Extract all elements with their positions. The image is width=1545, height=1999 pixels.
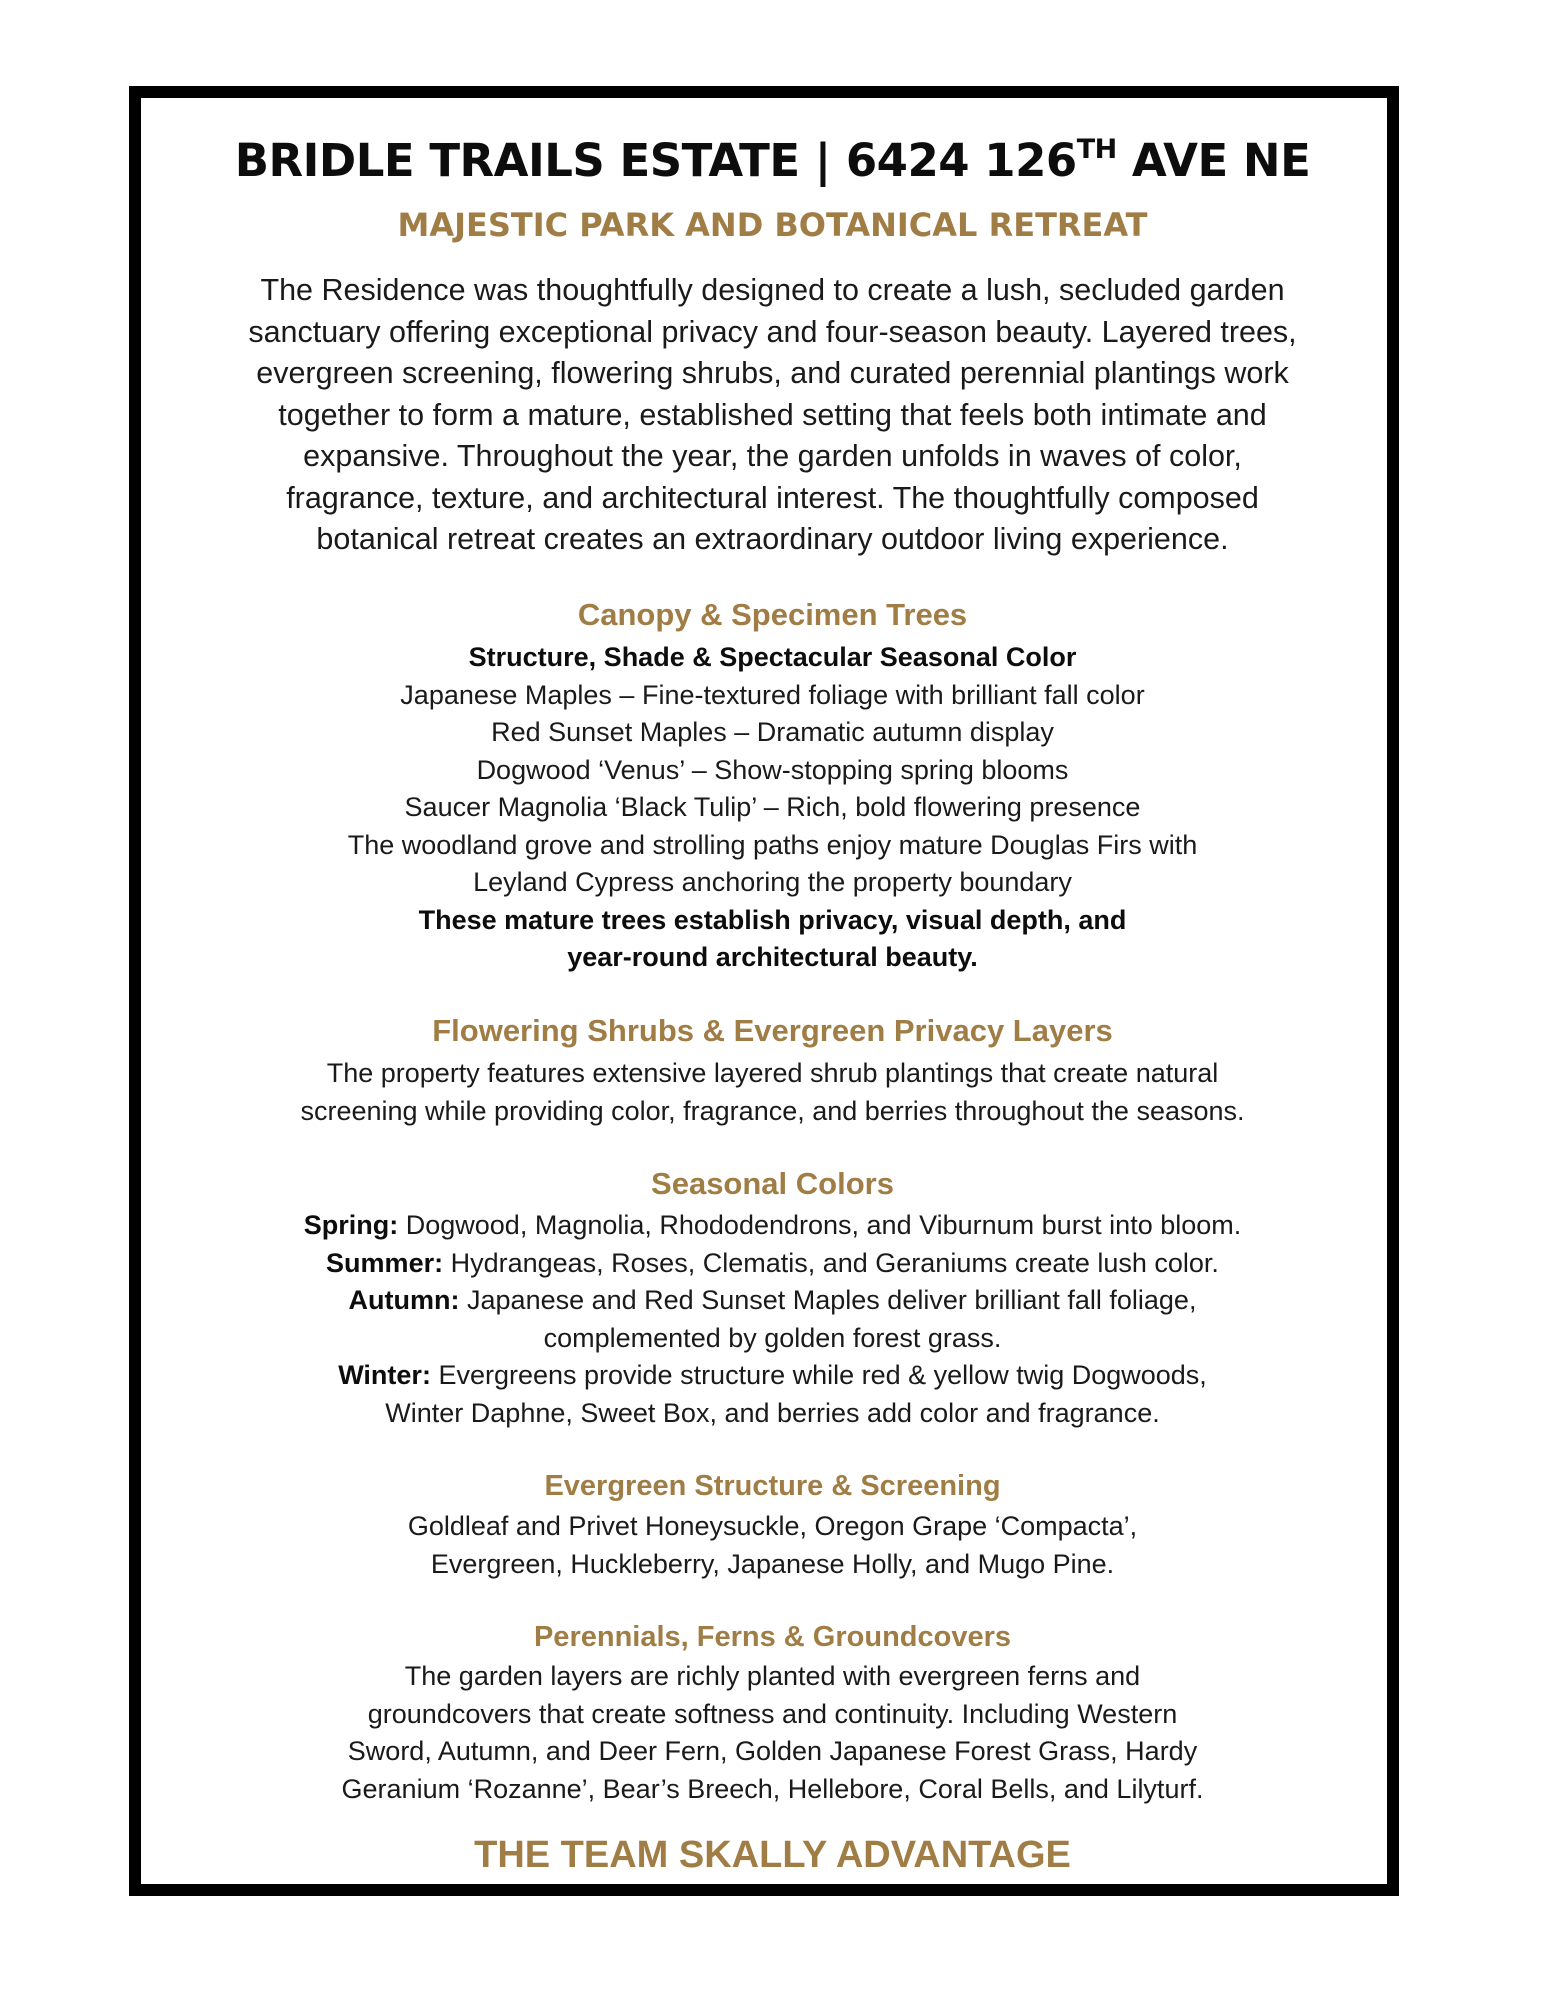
season-autumn	[0, 1282, 1545, 1320]
spring-label: Spring:	[303, 1210, 399, 1240]
title-main: BRIDLE TRAILS ESTATE | 6424 126	[234, 134, 1077, 187]
trees-section	[0, 639, 1545, 977]
spring-text: Dogwood, Magnolia, Rhododendrons, and Viburnum burst into bloom.	[398, 1210, 1242, 1240]
perennials-heading: Perennials, Ferns & Groundcovers	[533, 1621, 1012, 1653]
autumn-continued: complemented by golden forest grass.	[543, 1322, 1002, 1353]
trees-subheading: Structure, Shade & Spectacular Seasonal Color	[468, 642, 1077, 672]
shrubs-line: The property features extensive layered shrub plantings that create natural	[326, 1058, 1219, 1088]
autumn-text: Japanese and Red Sunset Maples deliver brilliant fall foliage,	[459, 1285, 1197, 1315]
season-winter	[0, 1357, 1545, 1395]
trees-line: Leyland Cypress anchoring the property boundary	[473, 867, 1072, 897]
footer-tagline: THE TEAM SKALLY ADVANTAGE	[474, 1834, 1071, 1876]
season-summer	[0, 1245, 1545, 1283]
winter-text: Evergreens provide structure while red & yellow twig Dogwoods,	[430, 1360, 1207, 1390]
shrubs-heading: Flowering Shrubs & Evergreen Privacy Layers	[432, 1013, 1113, 1048]
trees-closing-line: year-round architectural beauty.	[567, 942, 978, 972]
intro-line: evergreen screening, flowering shrubs, and curated perennial plantings work	[256, 356, 1289, 390]
trees-line: Saucer Magnolia ‘Black Tulip’ – Rich, bold flowering presence	[404, 792, 1141, 822]
title-end: AVE NE	[1116, 134, 1311, 187]
trees-line: Dogwood ‘Venus’ – Show-stopping spring blooms	[476, 754, 1069, 785]
seasons-section	[0, 1207, 1545, 1432]
evergreen-section	[0, 1508, 1545, 1583]
perennials-line: The garden layers are richly planted with evergreen ferns and	[404, 1661, 1141, 1691]
intro-line: The Residence was thoughtfully designed to create a lush, secluded garden	[260, 273, 1285, 307]
trees-heading: Canopy & Specimen Trees	[577, 597, 968, 632]
summer-text: Hydrangeas, Roses, Clematis, and Geraniums create lush color.	[443, 1247, 1219, 1278]
trees-line: The woodland grove and strolling paths enjoy mature Douglas Firs with	[347, 829, 1198, 860]
winter-label: Winter:	[338, 1360, 431, 1390]
trees-line: Red Sunset Maples – Dramatic autumn display	[491, 717, 1054, 747]
title-superscript: TH	[1076, 134, 1117, 165]
page-title	[0, 134, 1545, 187]
intro-line: together to form a mature, established setting that feels both intimate and	[278, 397, 1267, 432]
shrubs-line: screening while providing color, fragrance, and berries throughout the seasons.	[300, 1095, 1245, 1126]
evergreen-line: Goldleaf and Privet Honeysuckle, Oregon Grape ‘Compacta’,	[407, 1511, 1138, 1541]
autumn-label: Autumn:	[348, 1285, 460, 1315]
intro-line: fragrance, texture, and architectural interest. The thoughtfully composed	[286, 480, 1259, 515]
perennials-line: Sword, Autumn, and Deer Fern, Golden Japanese Forest Grass, Hardy	[347, 1736, 1198, 1766]
season-spring	[0, 1207, 1545, 1245]
evergreen-heading: Evergreen Structure & Screening	[544, 1470, 1001, 1502]
trees-closing-line: These mature trees establish privacy, visual depth, and	[418, 904, 1127, 935]
page-subtitle: MAJESTIC PARK AND BOTANICAL RETREAT	[397, 206, 1148, 244]
summer-label: Summer:	[326, 1247, 444, 1278]
trees-line: Japanese Maples – Fine-textured foliage with brilliant fall color	[400, 679, 1145, 710]
evergreen-line: Evergreen, Huckleberry, Japanese Holly, and Mugo Pine.	[430, 1548, 1115, 1579]
perennials-line: groundcovers that create softness and continuity. Including Western	[367, 1698, 1178, 1729]
shrubs-section	[0, 1055, 1545, 1130]
intro-paragraph	[0, 270, 1545, 561]
intro-line: sanctuary offering exceptional privacy and four-season beauty. Layered trees,	[248, 314, 1297, 349]
winter-continued: Winter Daphne, Sweet Box, and berries add color and fragrance.	[385, 1397, 1160, 1428]
intro-line: expansive. Throughout the year, the garden unfolds in waves of color,	[303, 439, 1242, 473]
seasons-heading: Seasonal Colors	[651, 1166, 894, 1201]
perennials-line: Geranium ‘Rozanne’, Bear’s Breech, Hellebore, Coral Bells, and Lilyturf.	[341, 1773, 1204, 1804]
perennials-section	[0, 1658, 1545, 1808]
intro-line: botanical retreat creates an extraordinary outdoor living experience.	[316, 522, 1229, 556]
